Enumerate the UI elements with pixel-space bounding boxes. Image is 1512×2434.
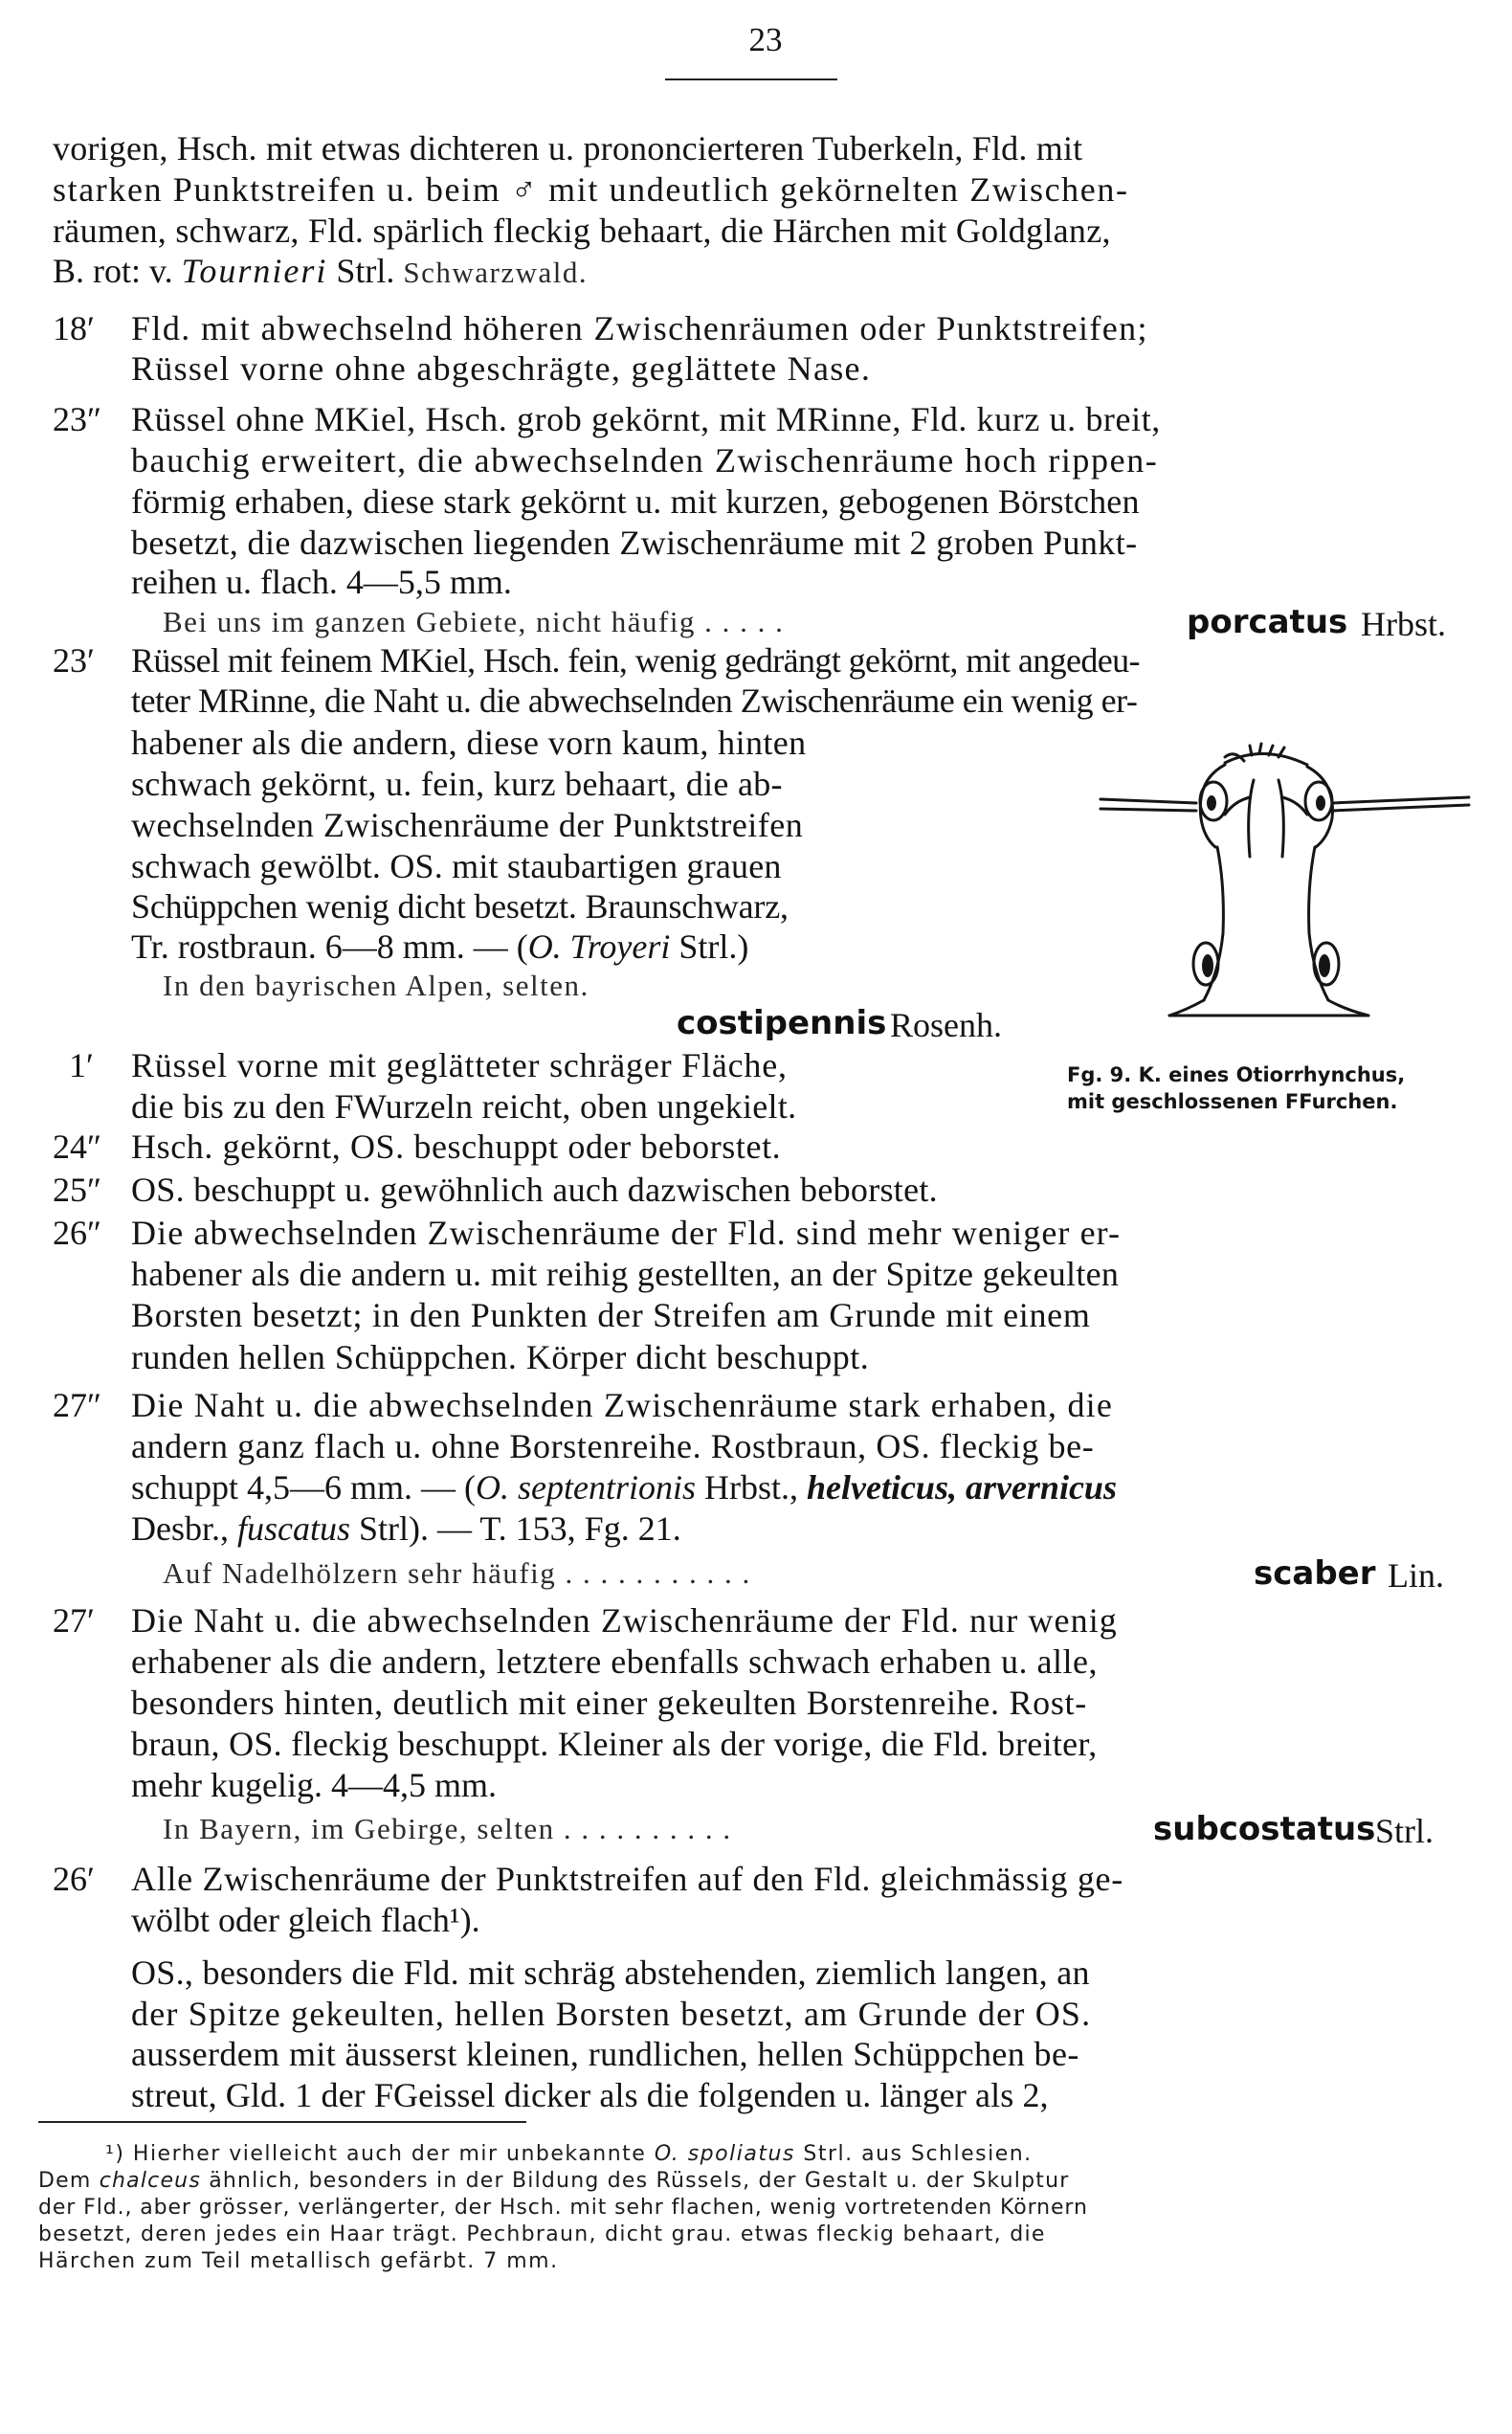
locality-line: Auf Nadelhölzern sehr häufig . . . . . . . . . . .	[163, 1556, 751, 1590]
text-line: Alle Zwischenräume der Punktstreifen auf den Fld. gleichmässig ge-	[131, 1860, 1123, 1898]
text-line: Rüssel mit feinem MKiel, Hsch. fein, wenig gedrängt gekörnt, mit angedeu-	[131, 641, 1140, 680]
couplet-number: 18′	[53, 309, 95, 347]
text-segment: Strl). — T. 153, Fg. 21.	[359, 1509, 681, 1548]
footnote-text: ¹) Hierher vielleicht auch der mir unbekannte	[105, 2142, 647, 2166]
text-line: Die Naht u. die abwechselnden Zwischenräume stark erhaben, die	[131, 1386, 1114, 1424]
footnote-line	[38, 2171, 1069, 2192]
text-line: Schüppchen wenig dicht besetzt. Braunschwarz,	[131, 887, 789, 926]
taxon-name: Tournieri	[181, 252, 328, 290]
couplet-number: 27′	[53, 1601, 95, 1640]
text-line: Die Naht u. die abwechselnden Zwischenräume der Fld. nur wenig	[131, 1601, 1118, 1640]
text-line: habener als die andern, diese vorn kaum, hinten	[131, 724, 807, 762]
couplet-number: 1′	[69, 1046, 94, 1084]
text-segment: schuppt 4,5—6 mm. — (	[131, 1468, 476, 1507]
footnote-rule	[38, 2121, 526, 2123]
text-line: Rüssel ohne MKiel, Hsch. grob gekörnt, mit MRinne, Fld. kurz u. breit,	[131, 400, 1161, 438]
text-line: Die abwechselnden Zwischenräume der Fld. sind mehr weniger er-	[131, 1214, 1122, 1252]
footnote-line: Härchen zum Teil metallisch gefärbt. 7 mm.	[38, 2249, 559, 2273]
text-line: wölbt oder gleich flach¹).	[131, 1901, 480, 1939]
text-line: besetzt, die dazwischen liegenden Zwischenräume mit 2 groben Punkt-	[131, 524, 1138, 562]
text-line: runden hellen Schüppchen. Körper dicht beschuppt.	[131, 1338, 870, 1376]
text-line: besonders hinten, deutlich mit einer gekeulten Borstenreihe. Rost-	[131, 1684, 1087, 1722]
text-line: bauchig erweitert, die abwechselnden Zwischenräume hoch rippen-	[131, 441, 1159, 480]
author-abbrev: Strl.)	[678, 927, 749, 966]
text-line: teter MRinne, die Naht u. die abwechselnden Zwischenräume ein wenig er-	[131, 681, 1138, 720]
otiorrhynchus-head-figure	[1081, 742, 1502, 1067]
couplet-number: 23′	[53, 641, 95, 680]
figure-caption-line: Fg. 9. K. eines Otiorrhynchus,	[1067, 1063, 1406, 1086]
text-line: reihen u. flach. 4—5,5 mm.	[131, 563, 512, 601]
species-name: porcatus	[1187, 603, 1348, 641]
couplet-number: 23″	[53, 400, 101, 438]
species-name: subcostatus	[1153, 1810, 1376, 1848]
species-name: costipennis	[677, 1004, 887, 1042]
text-line: OS. beschuppt u. gewöhnlich auch dazwischen beborstet.	[131, 1171, 938, 1209]
text-line: OS., besonders die Fld. mit schräg abstehenden, ziemlich langen, an	[131, 1954, 1090, 1992]
text-line: braun, OS. fleckig beschuppt. Kleiner als der vorige, die Fld. breiter,	[131, 1725, 1098, 1763]
text-line: Fld. mit abwechselnd höheren Zwischenräumen oder Punktstreifen;	[131, 309, 1148, 347]
author-abbrev: Desbr.,	[131, 1509, 229, 1548]
taxon-name: fuscatus	[237, 1509, 351, 1548]
text-line: starken Punktstreifen u. beim ♂ mit undeutlich gekörnelten Zwischen-	[53, 170, 1129, 209]
text-line: schwach gewölbt. OS. mit staubartigen grauen	[131, 847, 782, 885]
text-line: förmig erhaben, diese stark gekörnt u. mit kurzen, gebogenen Börstchen	[131, 482, 1140, 521]
footnote-text: Dem	[38, 2169, 92, 2193]
footnote-text: ähnlich, besonders in der Bildung des Rüssels, der Gestalt u. der Skulptur	[209, 2169, 1070, 2193]
text-line: schwach gekörnt, u. fein, kurz behaart, die ab-	[131, 765, 783, 803]
couplet-number: 26′	[53, 1860, 95, 1898]
footnote-text: Strl. aus Schlesien.	[803, 2142, 1033, 2166]
text-line: streut, Gld. 1 der FGeissel dicker als die folgenden u. länger als 2,	[131, 2076, 1049, 2114]
text-line	[53, 254, 588, 288]
locality-line: Bei uns im ganzen Gebiete, nicht häufig . . . . .	[163, 605, 785, 638]
taxon-name: chalceus	[99, 2169, 201, 2193]
locality-line: In Bayern, im Gebirge, selten . . . . . . . . . .	[163, 1812, 732, 1845]
footnote-line: besetzt, deren jedes ein Haar trägt. Pechbraun, dicht grau. etwas fleckig behaart, die	[38, 2222, 1046, 2246]
footnote-line	[105, 2144, 1033, 2165]
text-line: wechselnden Zwischenräume der Punktstreifen	[131, 806, 804, 844]
author-name: Lin.	[1388, 1556, 1444, 1595]
couplet-number: 27″	[53, 1386, 101, 1424]
text-line: mehr kugelig. 4—4,5 mm.	[131, 1766, 497, 1804]
author-name: Strl.	[1375, 1812, 1434, 1850]
author-abbrev: Strl.	[336, 252, 395, 290]
header-rule	[665, 78, 837, 80]
text-line: Rüssel vorne ohne abgeschrägte, geglättete Nase.	[131, 349, 872, 388]
author-name: Rosenh.	[890, 1006, 1002, 1044]
taxon-name: O. septentrionis	[475, 1468, 696, 1507]
species-name: scaber	[1254, 1554, 1376, 1593]
author-name: Hrbst.	[1361, 605, 1446, 643]
text-line	[131, 1511, 681, 1546]
text-segment: Tr. rostbraun. 6—8 mm. — (	[131, 927, 528, 966]
couplet-number: 26″	[53, 1214, 101, 1252]
text-line: andern ganz flach u. ohne Borstenreihe. Rostbraun, OS. fleckig be-	[131, 1427, 1095, 1465]
text-line: räumen, schwarz, Fld. spärlich fleckig behaart, die Härchen mit Goldglanz,	[53, 212, 1111, 250]
text-line: Borsten besetzt; in den Punkten der Streifen am Grunde mit einem	[131, 1296, 1091, 1334]
text-line: vorigen, Hsch. mit etwas dichteren u. prononcierteren Tuberkeln, Fld. mit	[53, 129, 1083, 167]
locality: Schwarzwald.	[403, 256, 589, 289]
text-line: ausserdem mit äusserst kleinen, rundlichen, hellen Schüppchen be-	[131, 2035, 1079, 2073]
footnote-line: der Fld., aber grösser, verlängerter, der Hsch. mit sehr flachen, wenig vortretenden Körnern	[38, 2196, 1088, 2220]
text-line	[131, 1470, 1117, 1505]
text-line: Rüssel vorne mit geglätteter schräger Fläche,	[131, 1046, 788, 1084]
text-line: die bis zu den FWurzeln reicht, oben ungekielt.	[131, 1087, 797, 1126]
text-line: Hsch. gekörnt, OS. beschuppt oder beborstet.	[131, 1128, 782, 1166]
author-abbrev: Hrbst.,	[703, 1468, 798, 1507]
taxon-name: O. spoliatus	[654, 2142, 795, 2166]
text-line: habener als die andern u. mit reihig gestellten, an der Spitze gekeulten	[131, 1255, 1120, 1293]
text-line: erhabener als die andern, letztere ebenfalls schwach erhaben u. alle,	[131, 1642, 1098, 1681]
text-line	[131, 929, 748, 964]
page-number: 23	[748, 21, 783, 58]
taxon-name: helveticus, arvernicus	[806, 1468, 1117, 1507]
figure-caption-line: mit geschlossenen FFurchen.	[1067, 1090, 1398, 1113]
text-line: der Spitze gekeulten, hellen Borsten besetzt, am Grunde der OS.	[131, 1995, 1092, 2033]
couplet-number: 24″	[53, 1128, 101, 1166]
couplet-number: 25″	[53, 1171, 101, 1209]
locality-line: In den bayrischen Alpen, selten.	[163, 969, 589, 1002]
text-segment: B. rot: v.	[53, 252, 173, 290]
taxon-name: O. Troyeri	[527, 927, 671, 966]
